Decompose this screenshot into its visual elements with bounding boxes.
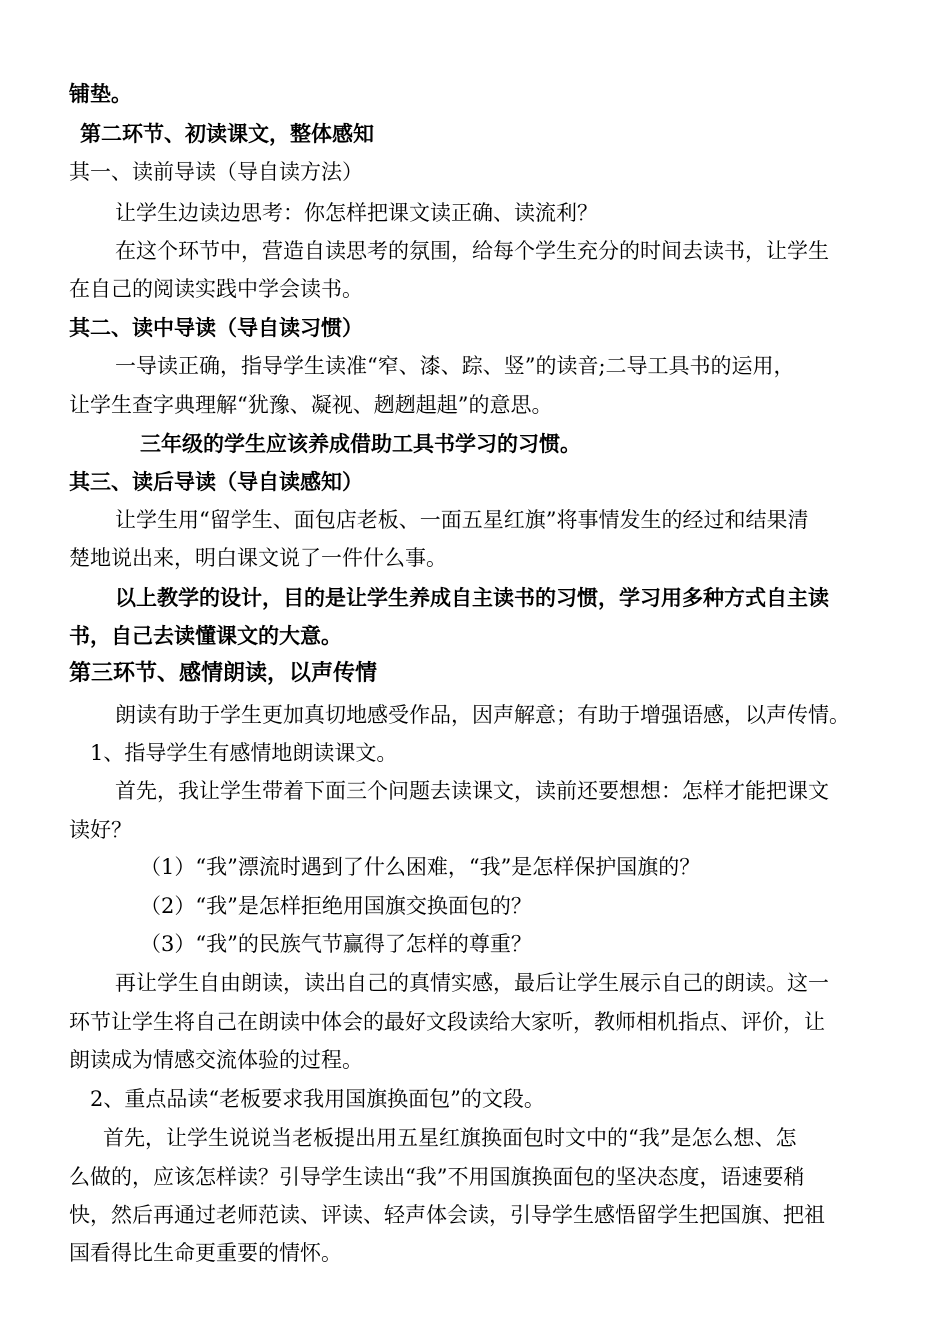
text-line: 让学生用“留学生、面包店老板、一面五星红旗”将事情发生的经过和结果清 (115, 508, 809, 532)
list-item: （1）“我”漂流时遇到了什么困难，“我”是怎样保护国旗的？ (140, 855, 701, 879)
text-line: 让学生查字典理解“犹豫、凝视、趔趔趄趄”的意思。 (69, 393, 553, 417)
text-line: 在这个环节中，营造自读思考的氛围，给每个学生充分的时间去读书，让学生 (115, 239, 829, 263)
list-item: 2、重点品读“老板要求我用国旗换面包”的文段。 (90, 1087, 545, 1111)
text-line: 朗读有助于学生更加真切地感受作品，因声解意；有助于增强语感，以声传情。 (115, 703, 850, 727)
text-line: 在自己的阅读实践中学会读书。 (69, 277, 363, 301)
list-item: （3）“我”的民族气节赢得了怎样的尊重？ (140, 932, 532, 956)
text-line: 三年级的学生应该养成借助工具书学习的习惯。 (140, 432, 581, 456)
text-line: 以上教学的设计，目的是让学生养成自主读书的习惯，学习用多种方式自主读 (115, 586, 829, 610)
section-heading: 第三环节、感情朗读，以声传情 (69, 661, 378, 686)
text-line: 读好？ (69, 818, 132, 842)
subsection-heading: 其一、读前导读（导自读方法） (69, 160, 363, 184)
subsection-heading: 其三、读后导读（导自读感知） (69, 470, 363, 494)
text-line: 首先，我让学生带着下面三个问题去读课文，读前还要想想：怎样才能把课文 (115, 779, 829, 803)
text-line: 么做的，应该怎样读？引导学生读出“我”不用国旗换面包的坚决态度，语速要稍 (69, 1165, 805, 1189)
text-line: 快，然后再通过老师范读、评读、轻声体会读，引导学生感悟留学生把国旗、把祖 (69, 1203, 825, 1227)
text-line: 一导读正确，指导学生读准“窄、漆、踪、竖”的读音;二导工具书的运用， (115, 354, 795, 378)
text-line: 环节让学生将自己在朗读中体会的最好文段读给大家听，教师相机指点、评价，让 (69, 1010, 825, 1034)
list-item: 1、指导学生有感情地朗读课文。 (90, 741, 398, 765)
list-item: （2）“我”是怎样拒绝用国旗交换面包的？ (140, 894, 532, 918)
text-line: 楚地说出来，明白课文说了一件什么事。 (69, 546, 447, 570)
text-line: 国看得比生命更重要的情怀。 (69, 1241, 342, 1265)
section-heading: 第二环节、初读课文，整体感知 (80, 122, 374, 146)
text-line: 朗读成为情感交流体验的过程。 (69, 1048, 363, 1072)
subsection-heading: 其二、读中导读（导自读习惯） (69, 316, 363, 340)
text-line: 书，自己去读懂课文的大意。 (69, 624, 342, 648)
text-line: 再让学生自由朗读，读出自己的真情实感，最后让学生展示自己的朗读。这一 (115, 971, 829, 995)
text-line: 首先，让学生说说当老板提出用五星红旗换面包时文中的“我”是怎么想、怎 (103, 1126, 797, 1150)
text-line: 让学生边读边思考：你怎样把课文读正确、读流利？ (115, 201, 598, 225)
text-line: 铺垫。 (69, 82, 132, 106)
